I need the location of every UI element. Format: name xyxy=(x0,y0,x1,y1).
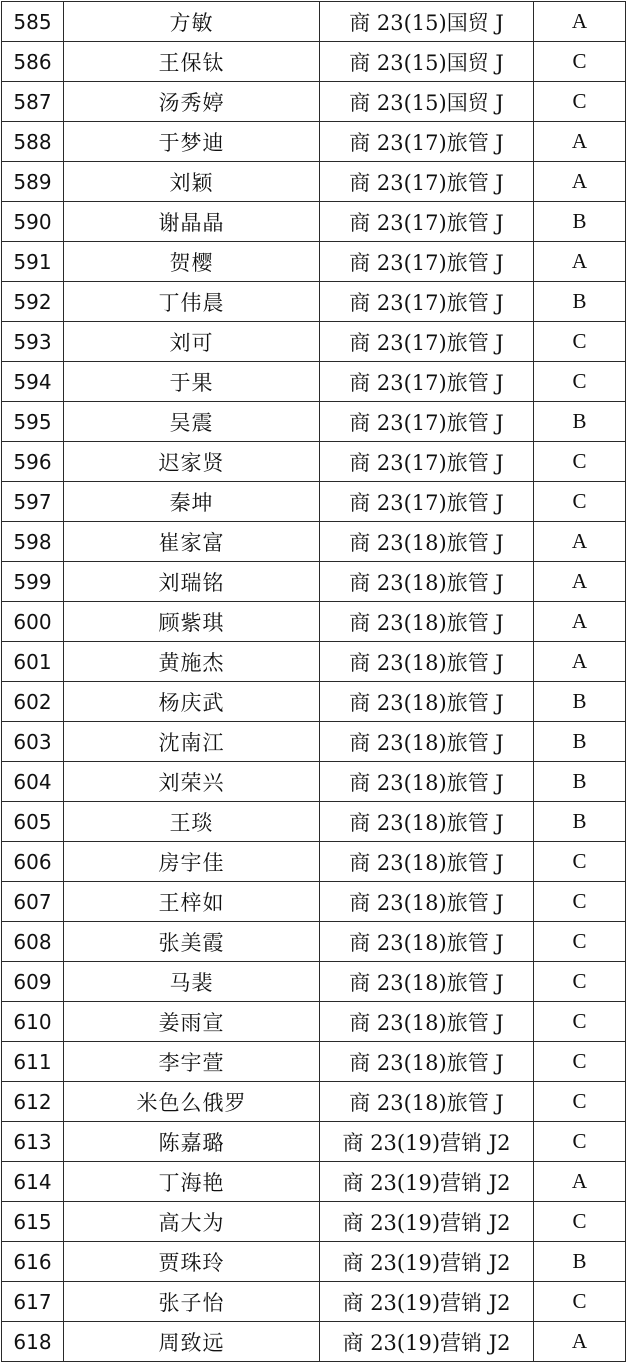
grade-cell: C xyxy=(534,1122,626,1162)
table-row xyxy=(2,1002,626,1042)
row-number-cell: 591 xyxy=(2,242,64,282)
grade-cell: C xyxy=(534,882,626,922)
table-row xyxy=(2,402,626,442)
row-number-cell: 595 xyxy=(2,402,64,442)
grade-cell: C xyxy=(534,322,626,362)
table-row xyxy=(2,642,626,682)
row-number-cell: 596 xyxy=(2,442,64,482)
class-cell: 商 23(17)旅管 J xyxy=(320,122,534,162)
student-name-cell: 迟家贤 xyxy=(64,442,320,482)
student-name-cell: 崔家富 xyxy=(64,522,320,562)
table-body xyxy=(2,2,626,1362)
class-cell: 商 23(19)营销 J2 xyxy=(320,1162,534,1202)
student-name-cell: 刘颖 xyxy=(64,162,320,202)
class-cell: 商 23(18)旅管 J xyxy=(320,682,534,722)
student-name-cell: 丁海艳 xyxy=(64,1162,320,1202)
table-row xyxy=(2,1202,626,1242)
row-number-cell: 599 xyxy=(2,562,64,602)
class-cell: 商 23(18)旅管 J xyxy=(320,962,534,1002)
class-cell: 商 23(19)营销 J2 xyxy=(320,1322,534,1362)
table-row xyxy=(2,842,626,882)
student-name-cell: 沈南江 xyxy=(64,722,320,762)
grade-cell: B xyxy=(534,762,626,802)
row-number-cell: 586 xyxy=(2,42,64,82)
grade-cell: B xyxy=(534,282,626,322)
student-name-cell: 顾紫琪 xyxy=(64,602,320,642)
grade-cell: A xyxy=(534,122,626,162)
grade-cell: B xyxy=(534,802,626,842)
table-row xyxy=(2,762,626,802)
row-number-cell: 594 xyxy=(2,362,64,402)
class-cell: 商 23(17)旅管 J xyxy=(320,442,534,482)
grade-cell: C xyxy=(534,42,626,82)
table-row xyxy=(2,242,626,282)
class-cell: 商 23(17)旅管 J xyxy=(320,242,534,282)
student-name-cell: 方敏 xyxy=(64,2,320,42)
student-name-cell: 陈嘉璐 xyxy=(64,1122,320,1162)
class-cell: 商 23(18)旅管 J xyxy=(320,1042,534,1082)
class-cell: 商 23(18)旅管 J xyxy=(320,882,534,922)
grade-cell: C xyxy=(534,482,626,522)
student-name-cell: 黄施杰 xyxy=(64,642,320,682)
row-number-cell: 608 xyxy=(2,922,64,962)
row-number-cell: 587 xyxy=(2,82,64,122)
table-row xyxy=(2,1322,626,1362)
student-name-cell: 于梦迪 xyxy=(64,122,320,162)
grade-cell: C xyxy=(534,922,626,962)
row-number-cell: 585 xyxy=(2,2,64,42)
grade-cell: A xyxy=(534,2,626,42)
row-number-cell: 607 xyxy=(2,882,64,922)
class-cell: 商 23(17)旅管 J xyxy=(320,362,534,402)
student-name-cell: 杨庆武 xyxy=(64,682,320,722)
student-name-cell: 姜雨宣 xyxy=(64,1002,320,1042)
grade-cell: C xyxy=(534,962,626,1002)
class-cell: 商 23(18)旅管 J xyxy=(320,842,534,882)
table-row xyxy=(2,82,626,122)
row-number-cell: 588 xyxy=(2,122,64,162)
student-name-cell: 高大为 xyxy=(64,1202,320,1242)
row-number-cell: 589 xyxy=(2,162,64,202)
class-cell: 商 23(18)旅管 J xyxy=(320,642,534,682)
class-cell: 商 23(17)旅管 J xyxy=(320,402,534,442)
row-number-cell: 611 xyxy=(2,1042,64,1082)
table-row xyxy=(2,602,626,642)
student-name-cell: 汤秀婷 xyxy=(64,82,320,122)
class-cell: 商 23(18)旅管 J xyxy=(320,802,534,842)
table-row xyxy=(2,1082,626,1122)
table-row xyxy=(2,162,626,202)
row-number-cell: 600 xyxy=(2,602,64,642)
grade-cell: A xyxy=(534,1322,626,1362)
table-row xyxy=(2,962,626,1002)
class-cell: 商 23(18)旅管 J xyxy=(320,1002,534,1042)
class-cell: 商 23(17)旅管 J xyxy=(320,282,534,322)
grade-cell: C xyxy=(534,442,626,482)
class-cell: 商 23(19)营销 J2 xyxy=(320,1282,534,1322)
student-name-cell: 贾珠玲 xyxy=(64,1242,320,1282)
class-cell: 商 23(18)旅管 J xyxy=(320,762,534,802)
table-row xyxy=(2,1042,626,1082)
table-row xyxy=(2,522,626,562)
table-row xyxy=(2,1282,626,1322)
class-cell: 商 23(15)国贸 J xyxy=(320,2,534,42)
grade-cell: A xyxy=(534,242,626,282)
grade-cell: A xyxy=(534,162,626,202)
grade-cell: C xyxy=(534,1002,626,1042)
row-number-cell: 604 xyxy=(2,762,64,802)
student-name-cell: 丁伟晨 xyxy=(64,282,320,322)
table-row xyxy=(2,922,626,962)
student-name-cell: 谢晶晶 xyxy=(64,202,320,242)
row-number-cell: 618 xyxy=(2,1322,64,1362)
class-cell: 商 23(18)旅管 J xyxy=(320,922,534,962)
student-grade-table xyxy=(1,1,626,1362)
table-row xyxy=(2,802,626,842)
row-number-cell: 593 xyxy=(2,322,64,362)
row-number-cell: 610 xyxy=(2,1002,64,1042)
grade-cell: A xyxy=(534,602,626,642)
table-row xyxy=(2,1122,626,1162)
grade-cell: B xyxy=(534,722,626,762)
class-cell: 商 23(17)旅管 J xyxy=(320,202,534,242)
class-cell: 商 23(18)旅管 J xyxy=(320,562,534,602)
grade-cell: C xyxy=(534,362,626,402)
table-row xyxy=(2,1242,626,1282)
class-cell: 商 23(19)营销 J2 xyxy=(320,1202,534,1242)
grade-cell: A xyxy=(534,1162,626,1202)
grade-cell: C xyxy=(534,1082,626,1122)
grade-cell: C xyxy=(534,1282,626,1322)
row-number-cell: 601 xyxy=(2,642,64,682)
grade-cell: B xyxy=(534,202,626,242)
row-number-cell: 602 xyxy=(2,682,64,722)
class-cell: 商 23(19)营销 J2 xyxy=(320,1122,534,1162)
table-row xyxy=(2,482,626,522)
row-number-cell: 616 xyxy=(2,1242,64,1282)
student-name-cell: 周致远 xyxy=(64,1322,320,1362)
row-number-cell: 609 xyxy=(2,962,64,1002)
student-name-cell: 张美霞 xyxy=(64,922,320,962)
class-cell: 商 23(18)旅管 J xyxy=(320,602,534,642)
student-name-cell: 贺樱 xyxy=(64,242,320,282)
class-cell: 商 23(17)旅管 J xyxy=(320,322,534,362)
table-row xyxy=(2,322,626,362)
class-cell: 商 23(18)旅管 J xyxy=(320,722,534,762)
row-number-cell: 598 xyxy=(2,522,64,562)
row-number-cell: 605 xyxy=(2,802,64,842)
table-row xyxy=(2,362,626,402)
row-number-cell: 592 xyxy=(2,282,64,322)
student-name-cell: 王琰 xyxy=(64,802,320,842)
row-number-cell: 614 xyxy=(2,1162,64,1202)
table-row xyxy=(2,42,626,82)
student-name-cell: 李宇萱 xyxy=(64,1042,320,1082)
student-name-cell: 王梓如 xyxy=(64,882,320,922)
student-name-cell: 马裴 xyxy=(64,962,320,1002)
class-cell: 商 23(15)国贸 J xyxy=(320,42,534,82)
row-number-cell: 615 xyxy=(2,1202,64,1242)
grade-cell: C xyxy=(534,842,626,882)
grade-cell: A xyxy=(534,642,626,682)
table-row xyxy=(2,202,626,242)
grade-cell: A xyxy=(534,522,626,562)
table-row xyxy=(2,682,626,722)
row-number-cell: 612 xyxy=(2,1082,64,1122)
student-name-cell: 刘荣兴 xyxy=(64,762,320,802)
class-cell: 商 23(17)旅管 J xyxy=(320,482,534,522)
table-row xyxy=(2,442,626,482)
class-cell: 商 23(18)旅管 J xyxy=(320,522,534,562)
student-name-cell: 刘可 xyxy=(64,322,320,362)
table-row xyxy=(2,882,626,922)
row-number-cell: 606 xyxy=(2,842,64,882)
table-row xyxy=(2,562,626,602)
table-row xyxy=(2,722,626,762)
row-number-cell: 603 xyxy=(2,722,64,762)
grade-cell: B xyxy=(534,402,626,442)
class-cell: 商 23(18)旅管 J xyxy=(320,1082,534,1122)
student-name-cell: 刘瑞铭 xyxy=(64,562,320,602)
student-name-cell: 王保钛 xyxy=(64,42,320,82)
class-cell: 商 23(17)旅管 J xyxy=(320,162,534,202)
table-row xyxy=(2,1162,626,1202)
student-name-cell: 房宇佳 xyxy=(64,842,320,882)
student-name-cell: 吴震 xyxy=(64,402,320,442)
table-row xyxy=(2,2,626,42)
class-cell: 商 23(15)国贸 J xyxy=(320,82,534,122)
grade-cell: C xyxy=(534,82,626,122)
row-number-cell: 613 xyxy=(2,1122,64,1162)
row-number-cell: 597 xyxy=(2,482,64,522)
grade-cell: B xyxy=(534,1242,626,1282)
grade-cell: C xyxy=(534,1202,626,1242)
table-row xyxy=(2,282,626,322)
row-number-cell: 590 xyxy=(2,202,64,242)
row-number-cell: 617 xyxy=(2,1282,64,1322)
student-name-cell: 秦坤 xyxy=(64,482,320,522)
table-row xyxy=(2,122,626,162)
student-name-cell: 张子怡 xyxy=(64,1282,320,1322)
grade-cell: A xyxy=(534,562,626,602)
grade-cell: C xyxy=(534,1042,626,1082)
class-cell: 商 23(19)营销 J2 xyxy=(320,1242,534,1282)
grade-cell: B xyxy=(534,682,626,722)
student-name-cell: 于果 xyxy=(64,362,320,402)
student-name-cell: 米色么俄罗 xyxy=(64,1082,320,1122)
